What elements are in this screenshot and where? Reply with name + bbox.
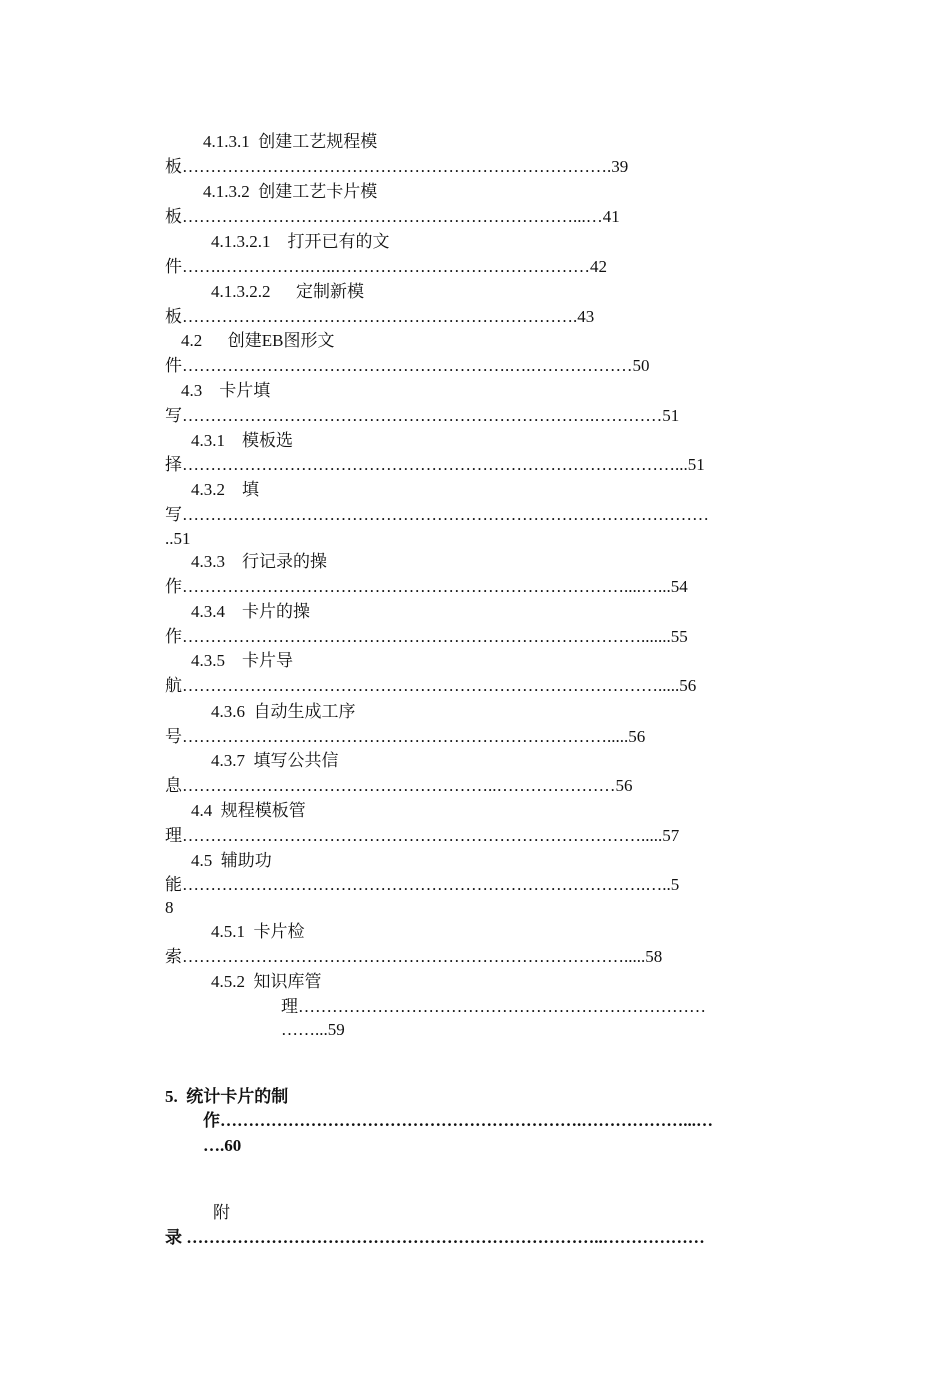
toc-chapter-leader: 作……………………………………………………….………………...… bbox=[203, 1111, 713, 1130]
toc-entry-leader: 理……………………………………………………………………….....57 bbox=[165, 826, 680, 845]
toc-entry-page: ……...59 bbox=[281, 1020, 345, 1039]
toc-entry-title: 4.3.5 卡片导 bbox=[191, 651, 293, 670]
toc-entry-title: 4.5.1 卡片检 bbox=[211, 922, 305, 941]
toc-entry-title: 4.1.3.2.2 定制新模 bbox=[211, 282, 364, 301]
toc-entry-page: ..51 bbox=[165, 529, 191, 548]
toc-entry-title: 4.2 创建EB图形文 bbox=[181, 331, 335, 350]
toc-entry-title: 4.5.2 知识库管 bbox=[211, 972, 322, 991]
toc-entry-leader: 择……………………………………………………………………………...51 bbox=[165, 455, 705, 474]
toc-entry-leader: 板……………………………………………………………...…41 bbox=[165, 207, 620, 226]
toc-entry-title: 4.3.7 填写公共信 bbox=[211, 751, 339, 770]
toc-entry-leader: 能……………………………………………………………………….…..5 bbox=[165, 875, 680, 894]
toc-entry-leader: 号………………………………………………………………….....56 bbox=[165, 727, 646, 746]
toc-entry-leader: 理……………………………………………………………… bbox=[281, 997, 706, 1016]
toc-entry-leader: 作……………………………………………………………………….......55 bbox=[165, 627, 688, 646]
toc-entry-leader: 件…….…………….…..………………………………………42 bbox=[165, 257, 607, 276]
toc-chapter-title: 5. 统计卡片的制 bbox=[165, 1087, 289, 1106]
toc-entry-title: 4.3.4 卡片的操 bbox=[191, 602, 310, 621]
toc-entry-title: 4.1.3.1 创建工艺规程模 bbox=[203, 132, 378, 151]
toc-chapter-page: ….60 bbox=[203, 1136, 242, 1155]
toc-entry-leader: 航………………………………………………………………………….....56 bbox=[165, 676, 697, 695]
toc-entry-title: 4.4 规程模板管 bbox=[191, 801, 306, 820]
toc-entry-leader: 索…………………………………………………………………….....58 bbox=[165, 947, 663, 966]
toc-entry-leader: 件………………………………………………….….………………50 bbox=[165, 356, 650, 375]
toc-entry-title: 4.3.1 模板选 bbox=[191, 431, 293, 450]
toc-entry-title: 4.3.2 填 bbox=[191, 480, 259, 499]
toc-entry-page: 8 bbox=[165, 898, 174, 917]
toc-entry-leader: 写……………………………………………………………….…………51 bbox=[165, 406, 680, 425]
toc-entry-title: 4.1.3.2 创建工艺卡片模 bbox=[203, 182, 378, 201]
toc-entry-title: 4.5 辅助功 bbox=[191, 851, 272, 870]
toc-entry-title: 4.3.3 行记录的操 bbox=[191, 552, 327, 571]
toc-entry-leader: 板………………………………………………………………….39 bbox=[165, 157, 629, 176]
toc-entry-title: 4.3.6 自动生成工序 bbox=[211, 702, 356, 721]
toc-entry-title: 4.3 卡片填 bbox=[181, 381, 271, 400]
toc-appendix-title: 附 bbox=[213, 1203, 230, 1222]
toc-entry-leader: 写………………………………………………………………………………… bbox=[165, 505, 709, 524]
toc-entry-leader: 作……………………………………………………………………....…...54 bbox=[165, 577, 688, 596]
toc-appendix-leader: 录 ………………………………………………………………..……………… bbox=[165, 1228, 705, 1247]
toc-entry-title: 4.1.3.2.1 打开已有的文 bbox=[211, 232, 390, 251]
toc-entry-leader: 板…………………………………………………………….43 bbox=[165, 307, 595, 326]
toc-entry-leader: 息………………………………………………..…………………56 bbox=[165, 776, 633, 795]
